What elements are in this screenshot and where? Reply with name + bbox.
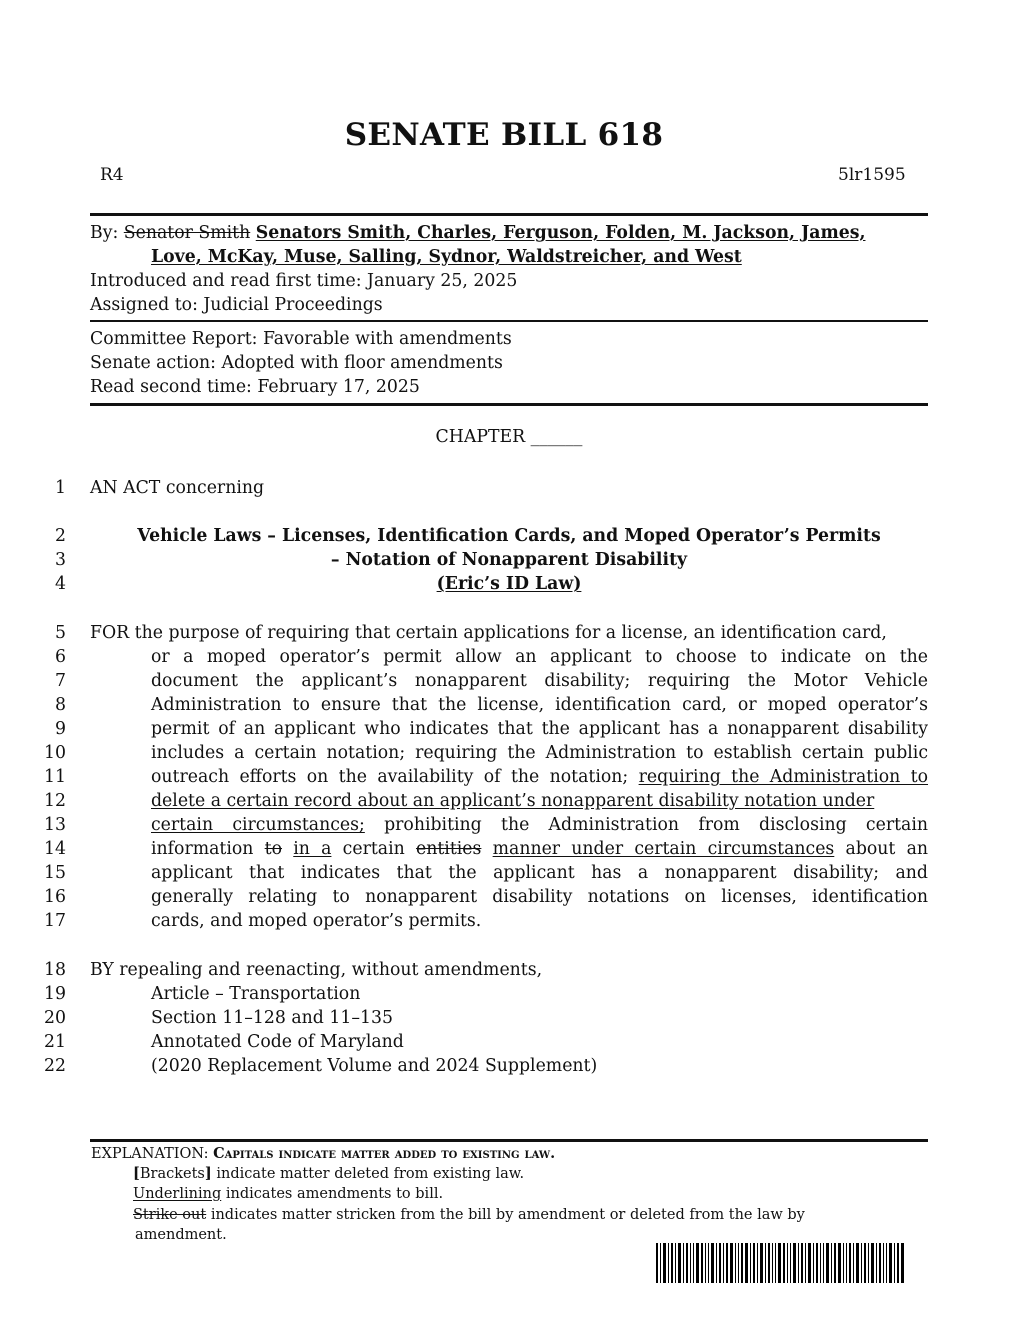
top-rule [90,213,928,216]
purpose-text: prohibiting the Administration from disclosing certain [384,815,929,835]
purpose-line-16: generally relating to nonapparent disability notations on licenses, identification [151,887,928,907]
line-number: 20 [44,1008,66,1028]
line-number: 21 [44,1032,66,1052]
stricken-text: to [264,839,283,859]
explanation-underlining [133,1184,443,1204]
drafting-code: 5lr1595 [838,165,906,185]
purpose-line-7: document the applicant’s nonapparent disability; requiring the Motor Vehicle [151,671,928,691]
bottom-rule [90,403,928,406]
purpose-line-13 [151,813,928,837]
purpose-text: outreach efforts on the availability of the notation; [151,767,629,787]
line-number: 4 [55,574,66,594]
purpose-line-6: or a moped operator’s permit allow an applicant to choose to indicate on the [151,647,928,667]
capitals-note: Capitals indicate matter added to existing law. [213,1145,556,1162]
explanation-rule [90,1139,928,1142]
bill-subject-line-3 [90,572,928,596]
purpose-line-9: permit of an applicant who indicates that the applicant has a nonapparent disability [151,719,928,739]
line-number: 12 [44,791,66,811]
chapter-label: CHAPTER ______ [435,427,583,447]
committee-report: Committee Report: Favorable with amendments [90,329,512,349]
purpose-line-14 [151,837,928,861]
line-number: 18 [44,960,66,980]
explanation-strike [133,1205,805,1225]
by-label: By: [90,223,119,243]
volume-line: (2020 Replacement Volume and 2024 Supplement) [151,1056,598,1076]
line-number: 2 [55,526,66,546]
second-reading: Read second time: February 17, 2025 [90,377,420,397]
article-line: Article – Transportation [151,984,361,1004]
underlining-note: indicates amendments to bill. [225,1186,444,1202]
purpose-line-17: cards, and moped operator’s permits. [151,911,482,931]
purpose-line-10: includes a certain notation; requiring the Administration to establish certain public [151,743,928,763]
amendment-text: certain circumstances; [151,815,365,835]
amendment-text: manner under certain circumstances [492,839,835,859]
line-number: 19 [44,984,66,1004]
explanation-brackets: [Brackets] indicate matter deleted from existing law. [133,1165,525,1182]
line-number: 22 [44,1056,66,1076]
code-line: Annotated Code of Maryland [151,1032,404,1052]
purpose-line-15: applicant that indicates that the applicant has a nonapparent disability; and [151,863,928,883]
brackets-word: Brackets [139,1166,205,1182]
short-title: (Eric’s ID Law) [436,574,582,594]
line-number: 10 [44,743,66,763]
strike-note: indicates matter stricken from the bill by amendment or deleted from the law by [210,1207,805,1223]
subject-code: R4 [100,165,124,185]
sponsor-line-2 [151,245,742,269]
brackets-note: indicate matter deleted from existing law. [216,1166,525,1182]
line-number: 13 [44,815,66,835]
line-number: 16 [44,887,66,907]
sponsor-line-1 [90,221,865,245]
bill-title-heading: SENATE BILL 618 [344,117,664,153]
line-number: 15 [44,863,66,883]
explanation-strike-cont: amendment. [135,1227,227,1243]
line-number: 17 [44,911,66,931]
sponsors-list-2: Love, McKay, Muse, Salling, Sydnor, Waldstreicher, and West [151,247,742,267]
bill-subject-line-2: – Notation of Nonapparent Disability [330,550,688,570]
amendment-text: delete a certain record about an applicant’s nonapparent disability notation under [151,791,875,811]
stricken-text: entities [415,839,482,859]
purpose-line-12 [151,789,928,813]
purpose-line-5: FOR the purpose of requiring that certain applications for a license, an identification card, [90,623,887,643]
struck-sponsor: Senator Smith [123,223,251,243]
line-number: 7 [55,671,66,691]
line-number: 3 [55,550,66,570]
introduced-line: Introduced and read first time: January 25, 2025 [90,271,518,291]
bill-subject-line-1: Vehicle Laws – Licenses, Identification Cards, and Moped Operator’s Permits [137,526,881,546]
line-number: 14 [44,839,66,859]
purpose-text: information [151,839,254,859]
act-concerning: AN ACT concerning [90,478,265,498]
sponsors-list-1: Senators Smith, Charles, Ferguson, Folden, M. Jackson, James, [255,223,866,243]
section-line: Section 11–128 and 11–135 [151,1008,393,1028]
purpose-line-8: Administration to ensure that the license, identification card, or moped operator’s [151,695,928,715]
barcode-image [656,1243,904,1283]
line-number: 8 [55,695,66,715]
senate-action: Senate action: Adopted with floor amendments [90,353,503,373]
amendment-text: in a [293,839,332,859]
line-number: 11 [44,767,66,787]
purpose-line-11 [151,765,928,789]
line-number: 5 [55,623,66,643]
line-number: 9 [55,719,66,739]
explanation-capitals [91,1144,555,1164]
middle-rule [90,320,928,322]
purpose-text: about an [845,839,929,859]
strike-word: Strike out [133,1207,207,1223]
assigned-line: Assigned to: Judicial Proceedings [90,295,383,315]
purpose-text: certain [342,839,405,859]
line-number: 1 [55,478,66,498]
amendment-text: requiring the Administration to [638,767,929,787]
repeal-clause: BY repealing and reenacting, without amendments, [90,960,543,980]
underlining-word: Underlining [133,1186,222,1202]
explanation-label: EXPLANATION: [91,1146,209,1162]
line-number: 6 [55,647,66,667]
